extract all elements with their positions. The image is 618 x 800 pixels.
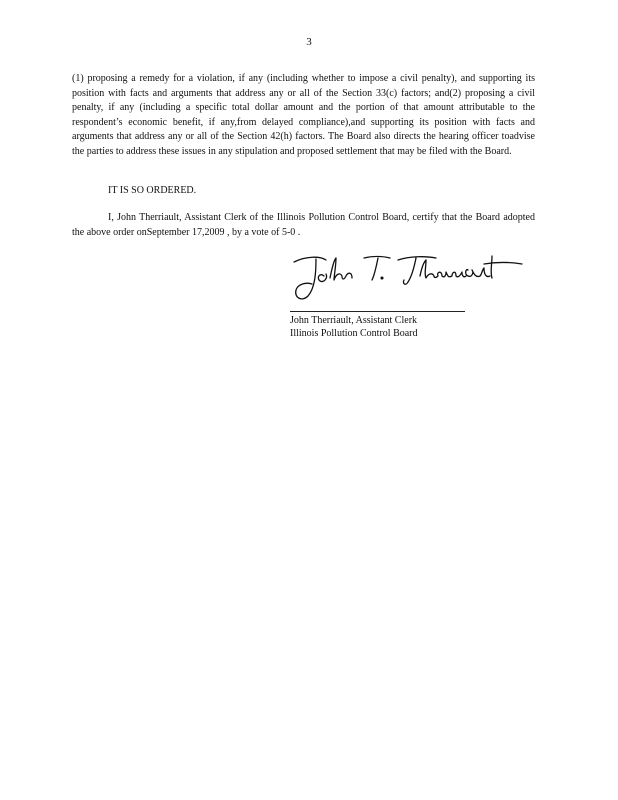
certification-paragraph: I, John Therriault, Assistant Clerk of the Illinois Pollution Control Board, certify that the Board adopted the above order onSeptember 17,2009 , by a vote of 5-0 .	[72, 212, 535, 238]
body-paragraph: (1) proposing a remedy for a violation, if any (including whether to impose a civil penalty), and supporting its position with facts and arguments that address any or all of the Section 33(c) factors; and(2) proposing a civil penalty, if any (including a specific total dollar amount and the portion of that amount attributable to the respondent’s economic benefit, if any,from delayed compliance),and supporting its position with facts and arguments that address any or all of the Section 42(h) factors. The Board also directs the hearing officer toadvise the parties to address these issues in any stipulation and proposed settlement that may be filed with the Board.	[72, 73, 535, 157]
signatory-name: John Therriault, Assistant Clerk	[290, 315, 418, 326]
signatory-organization: Illinois Pollution Control Board	[290, 328, 418, 339]
handwritten-signature	[286, 248, 536, 308]
order-statement: IT IS SO ORDERED.	[108, 185, 197, 196]
page-number: 3	[306, 36, 312, 48]
signature-line	[290, 311, 465, 312]
